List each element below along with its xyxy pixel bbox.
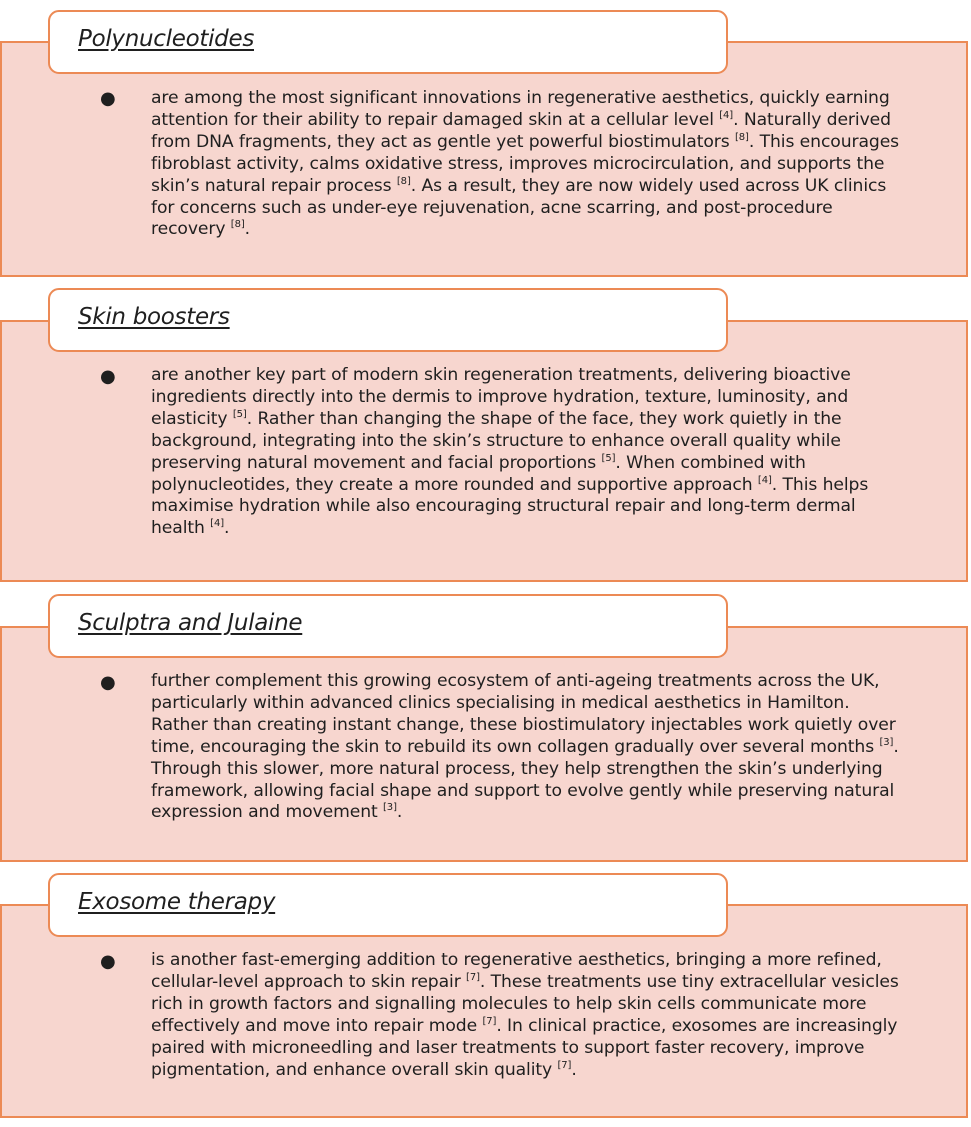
reference-citation: [7]	[557, 1059, 572, 1071]
reference-citation: [4]	[719, 109, 734, 121]
section-title: Exosome therapy	[78, 889, 276, 915]
bullet-marker: ●	[100, 366, 116, 387]
reference-citation: [7]	[466, 971, 480, 983]
section-body: are among the most significant innovations in regenerative aesthetics, quickly earning attention for their ability to repair damaged skin at a cellular level [4]. Naturally derived from DNA fragments, they act as gentle yet powerful biostimulators [8]. This encourages fibroblast activity, calms oxidative stress, improves microcirculation, and supports the skin’s natural repair process [8]. As a result, they are now widely used across UK clinics for concerns such as under-eye rejuvenation, acne scarring, and post-procedure recovery [8].	[151, 88, 900, 240]
section-body: further complement this growing ecosystem of anti-ageing treatments across the UK, particularly within advanced clinics specialising in medical aesthetics in Hamilton. Rather than creating instant change, these biostimulatory injectables work quietly over time, encouraging the skin to rebuild its own collagen gradually over several months [3]. Through this slower, more natural process, they help strengthen the skin’s underlying framework, allowing facial shape and support to evolve gently while preserving natural expression and movement [3].	[151, 671, 899, 823]
bullet-marker: ●	[100, 672, 116, 693]
reference-citation: [3]	[879, 736, 894, 748]
section-title: Skin boosters	[78, 304, 230, 330]
reference-citation: [4]	[210, 518, 225, 530]
reference-citation: [8]	[734, 131, 749, 143]
section-tab	[48, 873, 728, 937]
reference-citation: [8]	[230, 219, 245, 231]
bullet-marker: ●	[100, 88, 116, 109]
section-title: Polynucleotides	[78, 26, 254, 52]
section-polynucleotides	[0, 10, 971, 280]
section-skin-boosters	[0, 288, 971, 584]
section-tab	[48, 288, 728, 352]
reference-citation: [4]	[757, 474, 772, 486]
section-title: Sculptra and Julaine	[78, 610, 303, 636]
reference-citation: [8]	[396, 175, 411, 187]
section-sculptra-julaine	[0, 594, 971, 864]
section-exosome-therapy	[0, 873, 971, 1123]
reference-citation: [3]	[383, 802, 397, 814]
bullet-marker: ●	[100, 951, 116, 972]
section-tab	[48, 10, 728, 74]
section-body: are another key part of modern skin regeneration treatments, delivering bioactive ingredients directly into the dermis to improve hydration, texture, luminosity, and elasticity [5]. Rather than changing the shape of the face, they work quietly in the background, integrating into the skin’s structure to enhance overall quality while preserving natural movement and facial proportions [5]. When combined with polynucleotides, they create a more rounded and supportive approach [4]. This helps maximise hydration while also encouraging structural repair and long-term dermal health [4].	[151, 365, 869, 539]
reference-citation: [5]	[232, 408, 247, 420]
section-body: is another fast-emerging addition to regenerative aesthetics, bringing a more refined, cellular-level approach to skin repair [7]. These treatments use tiny extracellular vesicles rich in growth factors and signalling molecules to help skin cells communicate more effectively and move into repair mode [7]. In clinical practice, exosomes are increasingly paired with microneedling and laser treatments to support faster recovery, improve pigmentation, and enhance overall skin quality [7].	[151, 950, 899, 1080]
reference-citation: [5]	[601, 452, 616, 464]
reference-citation: [7]	[482, 1015, 497, 1027]
section-tab	[48, 594, 728, 658]
